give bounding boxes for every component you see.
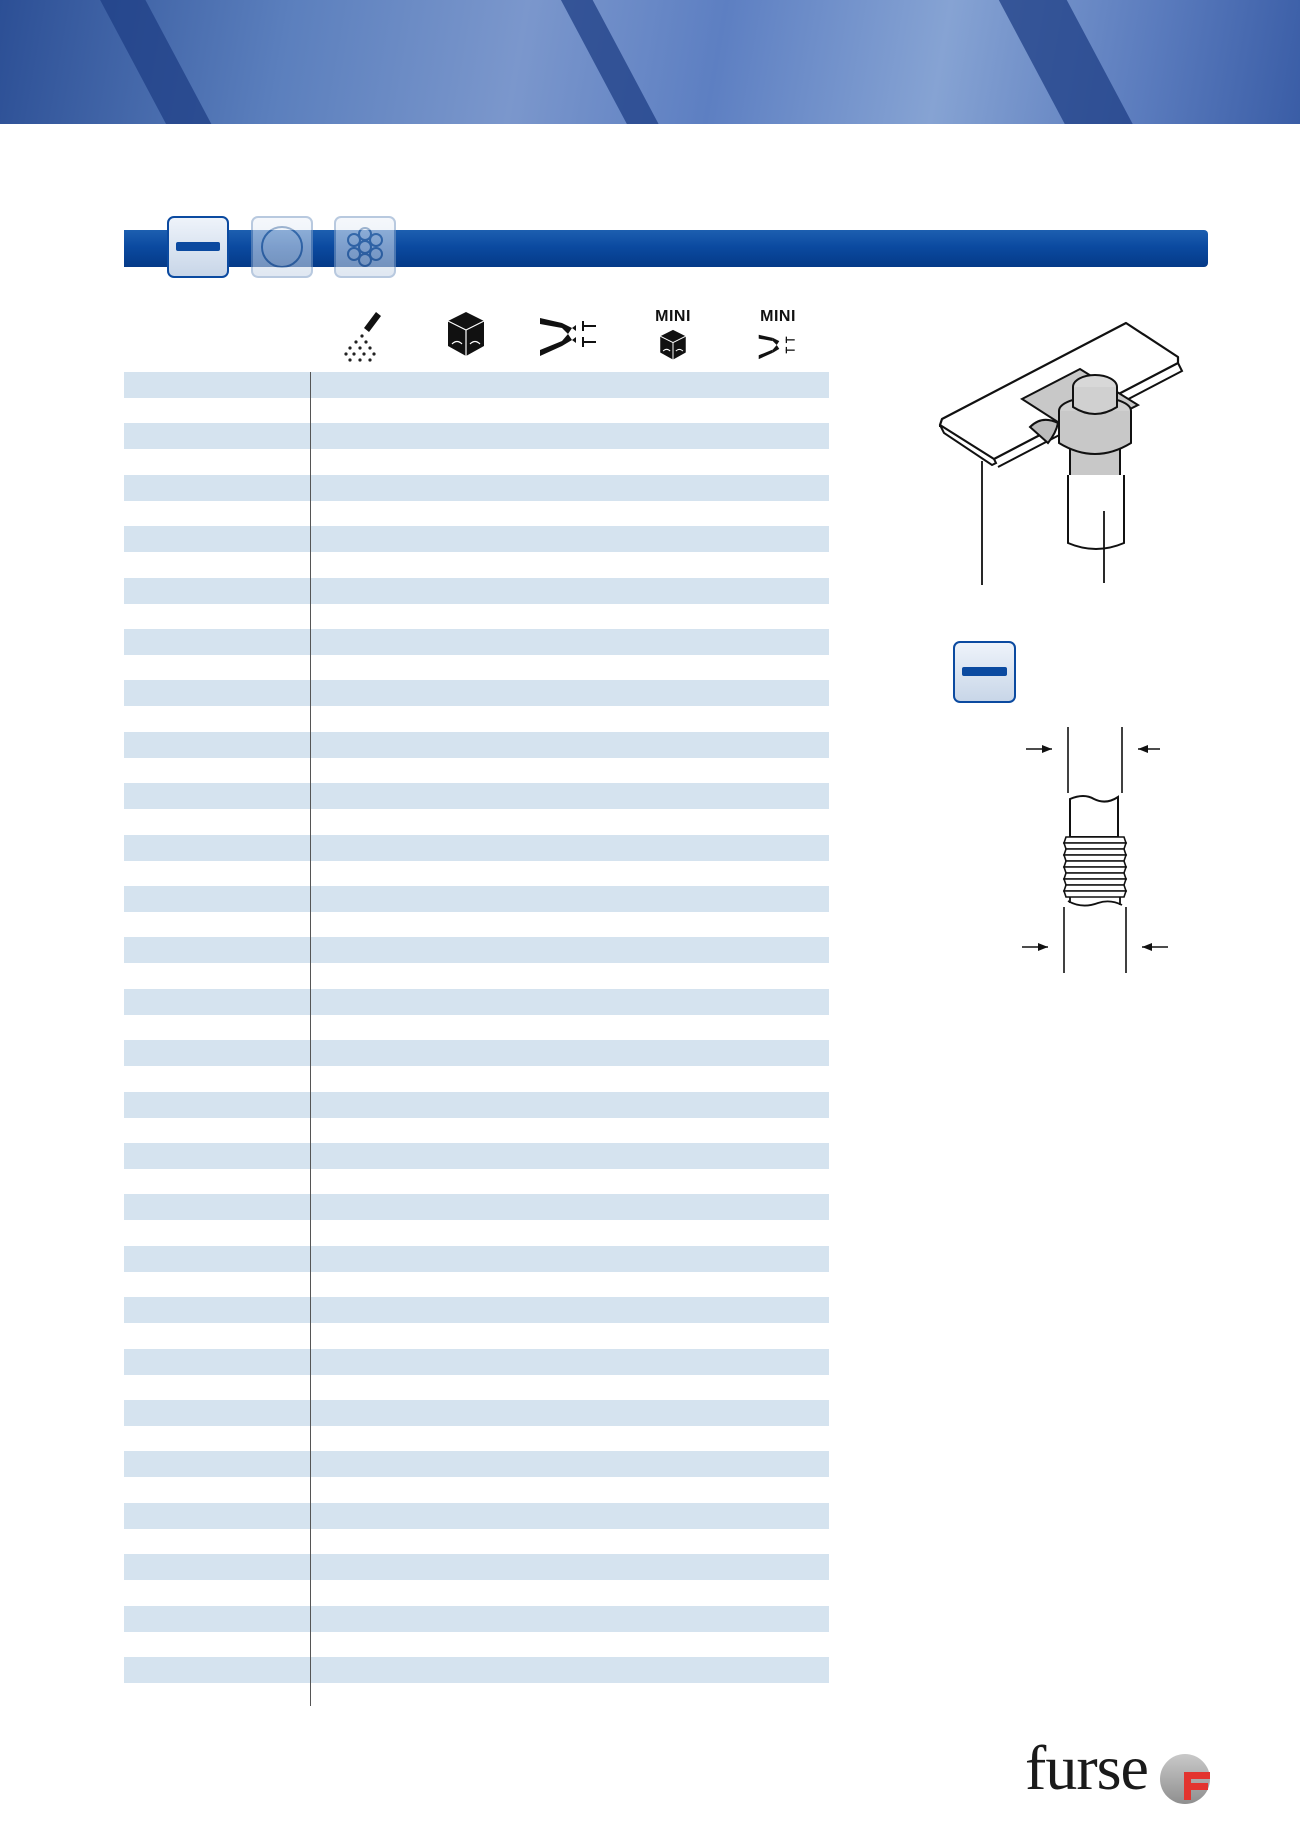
table-row bbox=[124, 1143, 829, 1169]
mini-label: MINI bbox=[655, 308, 691, 325]
table-row bbox=[124, 1297, 829, 1323]
banner-streak bbox=[550, 0, 678, 124]
table-row bbox=[124, 989, 829, 1015]
table-row bbox=[124, 1040, 829, 1066]
mini-label: MINI bbox=[760, 308, 796, 325]
handle-clamp-icon bbox=[538, 306, 602, 362]
table-row bbox=[124, 475, 829, 501]
threaded-rod-dimension-drawing bbox=[1018, 725, 1188, 975]
table-row bbox=[124, 1092, 829, 1118]
table-row bbox=[124, 886, 829, 912]
mini-mould-header bbox=[647, 309, 699, 366]
table-row bbox=[124, 372, 829, 398]
table-row bbox=[124, 1400, 829, 1426]
table-row bbox=[124, 1194, 829, 1220]
top-banner bbox=[0, 0, 1300, 124]
tape-icon bbox=[169, 218, 227, 276]
round-conductor-tab[interactable] bbox=[251, 216, 313, 278]
table-row bbox=[124, 1657, 829, 1683]
data-table bbox=[124, 372, 829, 1706]
mini-handle-clamp-header bbox=[750, 309, 806, 368]
banner-streak bbox=[91, 0, 230, 124]
tape-conductor-tab[interactable] bbox=[167, 216, 229, 278]
table-row bbox=[124, 732, 829, 758]
stranded-conductor-tab[interactable] bbox=[334, 216, 396, 278]
tape-to-rod-connection-illustration bbox=[930, 315, 1190, 590]
tape-icon bbox=[955, 643, 1014, 701]
table-row bbox=[124, 835, 829, 861]
brand-logo-text: furse bbox=[1025, 1732, 1148, 1803]
table-row bbox=[124, 1349, 829, 1375]
table-row bbox=[124, 1246, 829, 1272]
table-row bbox=[124, 1554, 829, 1580]
table-row bbox=[124, 783, 829, 809]
table-row bbox=[124, 1503, 829, 1529]
round-icon bbox=[253, 218, 311, 276]
table-row bbox=[124, 937, 829, 963]
table-row bbox=[124, 680, 829, 706]
table-row bbox=[124, 578, 829, 604]
tape-conductor-key bbox=[953, 641, 1016, 703]
table-row bbox=[124, 423, 829, 449]
table-row bbox=[124, 629, 829, 655]
mould-icon bbox=[444, 306, 488, 362]
column-divider bbox=[310, 372, 311, 1706]
mini-mould-icon bbox=[657, 327, 689, 361]
welding-powder-icon bbox=[334, 306, 390, 366]
table-row bbox=[124, 1451, 829, 1477]
mini-handle-clamp-icon bbox=[754, 327, 802, 363]
stranded-icon bbox=[336, 218, 394, 276]
table-row bbox=[124, 526, 829, 552]
table-row bbox=[124, 1606, 829, 1632]
brand-logo-mark bbox=[1158, 1752, 1212, 1806]
banner-streak bbox=[992, 0, 1148, 124]
